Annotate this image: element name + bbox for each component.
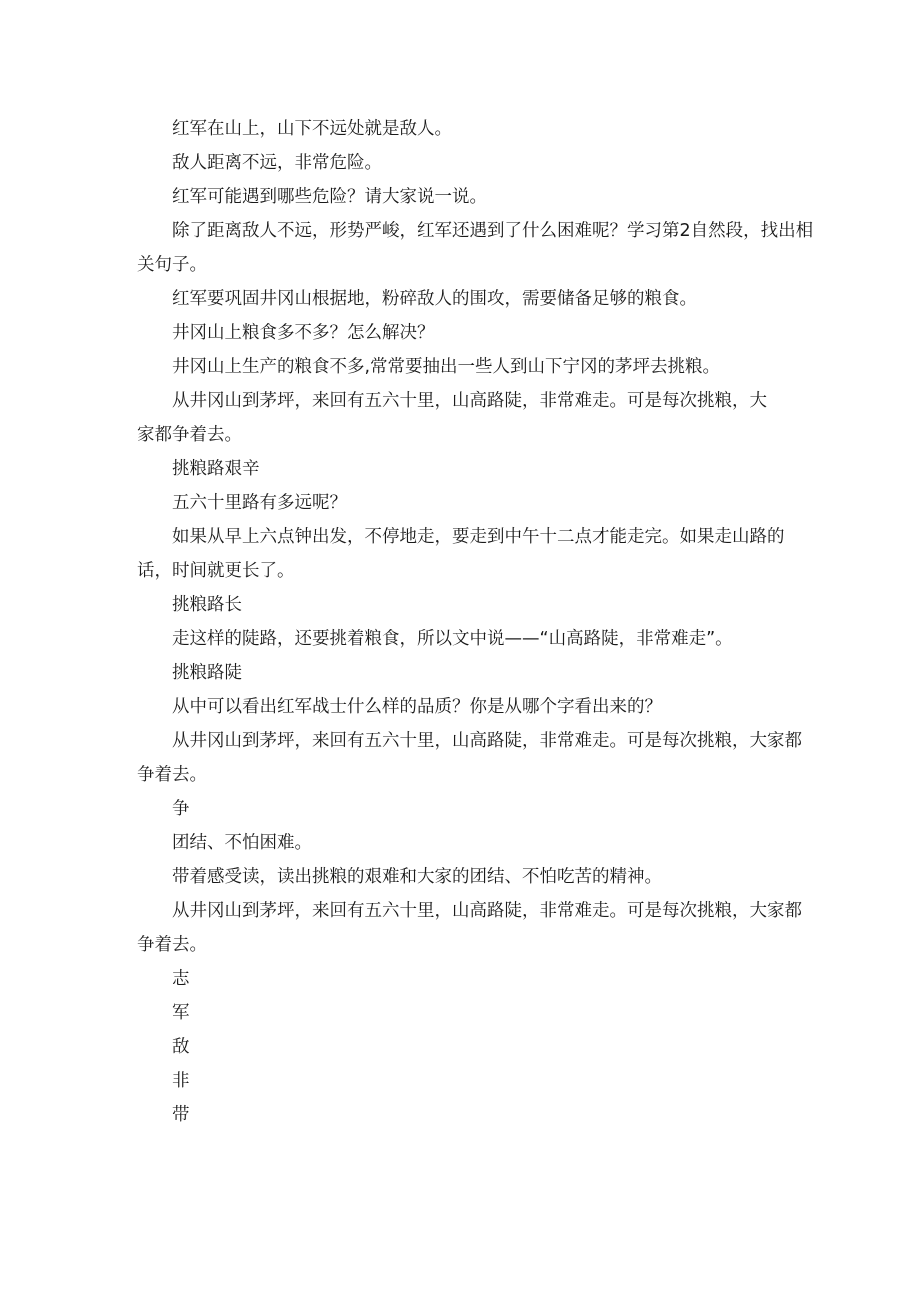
paragraph: 从井冈山到茅坪，来回有五六十里，山高路陡，非常难走。可是每次挑粮，大家都争着去。 xyxy=(137,731,802,785)
paragraph: 挑粮路长 xyxy=(172,595,242,615)
paragraph: 带着感受读，读出挑粮的艰难和大家的团结、不怕吃苦的精神。 xyxy=(172,867,662,887)
paragraph: 井冈山上粮食多不多？怎么解决？ xyxy=(172,323,435,343)
paragraph: 如果从早上六点钟出发，不停地走，要走到中午十二点才能走完。如果走山路的话，时间就更长了。 xyxy=(137,527,785,581)
paragraph: 从井冈山到茅坪，来回有五六十里，山高路陡，非常难走。可是每次挑粮，大家都争着去。 xyxy=(137,901,802,955)
paragraph: 红军在山上，山下不远处就是敌人。 xyxy=(172,119,452,139)
paragraph: 从中可以看出红军战士什么样的品质？你是从哪个字看出来的？ xyxy=(172,697,662,717)
paragraph: 挑粮路艰辛 xyxy=(172,459,260,479)
paragraph: 团结、不怕困难。 xyxy=(172,833,312,853)
paragraph: 井冈山上生产的粮食不多,常常要抽出一些人到山下宁冈的茅坪去挑粮。 xyxy=(172,357,721,377)
paragraph: 带 xyxy=(172,1105,190,1125)
paragraph: 红军可能遇到哪些危险？请大家说一说。 xyxy=(172,187,487,207)
paragraph: 志 xyxy=(172,969,190,989)
paragraph: 军 xyxy=(172,1003,190,1023)
paragraph: 非 xyxy=(172,1071,190,1091)
paragraph: 敌人距离不远，非常危险。 xyxy=(172,153,382,173)
paragraph: 争 xyxy=(172,799,190,819)
paragraph: 五六十里路有多远呢？ xyxy=(172,493,347,513)
paragraph: 从井冈山到茅坪，来回有五六十里，山高路陡，非常难走。可是每次挑粮，大家都争着去。 xyxy=(137,391,767,445)
paragraph: 敌 xyxy=(172,1037,190,1057)
paragraph: 除了距离敌人不远，形势严峻，红军还遇到了什么困难呢？学习第2自然段，找出相关句子。 xyxy=(137,221,814,275)
paragraph: 红军要巩固井冈山根据地，粉碎敌人的围攻，需要储备足够的粮食。 xyxy=(172,289,697,309)
paragraph: 走这样的陡路，还要挑着粮食，所以文中说——“山高路陡，非常难走”。 xyxy=(172,629,733,649)
paragraph: 挑粮路陡 xyxy=(172,663,242,683)
body-text xyxy=(137,112,817,1132)
